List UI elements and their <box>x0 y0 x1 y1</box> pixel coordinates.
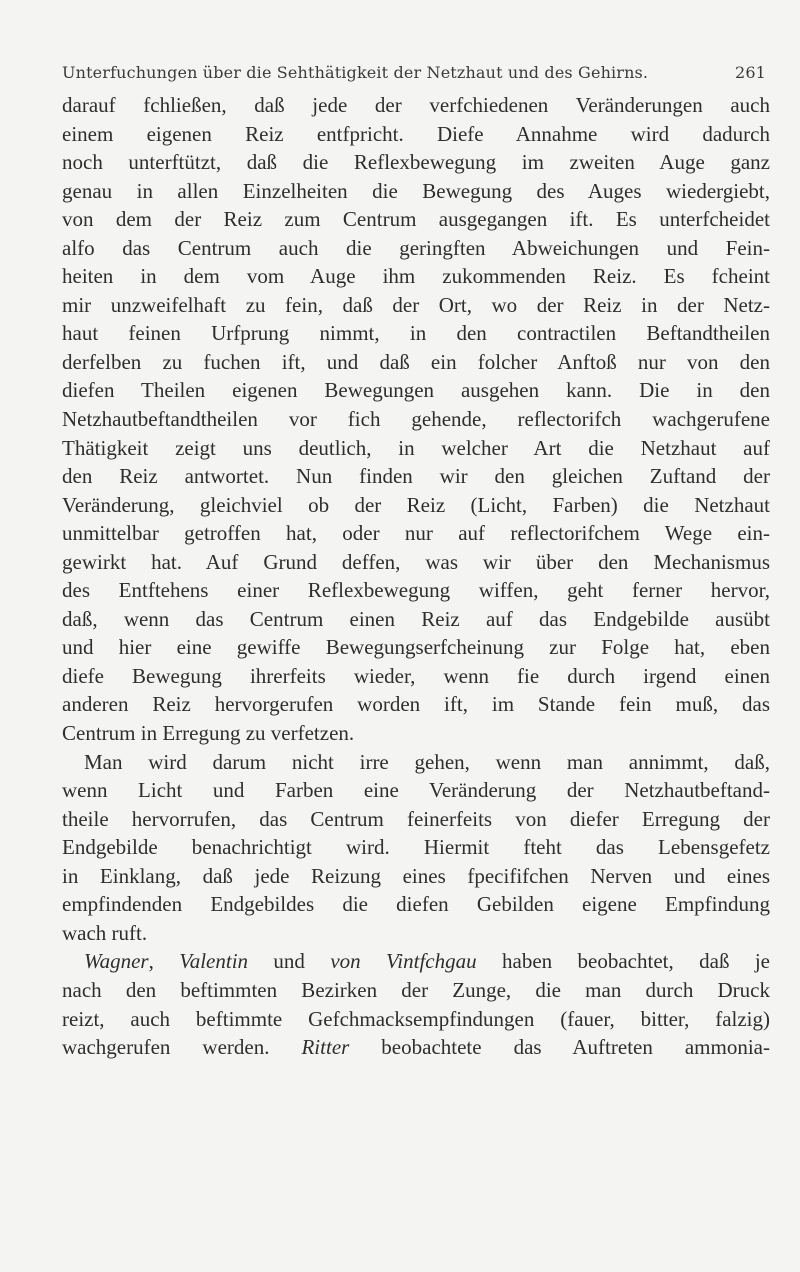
text-line: des Entftehens einer Reflexbewegung wiffen, geht ferner hervor, <box>62 578 770 603</box>
text-line: den Reiz antwortet. Nun finden wir den gleichen Zuftand der <box>62 464 770 489</box>
text-line: wenn Licht und Farben eine Veränderung der Netzhautbeftand- <box>62 778 770 803</box>
text-line: anderen Reiz hervorgerufen worden ift, im Stande fein muß, das <box>62 692 770 717</box>
text-fragment: beobachtete das Auftreten ammonia- <box>349 1035 770 1060</box>
running-head <box>62 63 766 82</box>
text-line: reizt, auch beftimmte Gefchmacksempfindungen (fauer, bitter, falzig) <box>62 1006 770 1031</box>
text-line: Veränderung, gleichviel ob der Reiz (Licht, Farben) die Netzhaut <box>62 492 770 517</box>
page-number: 261 <box>735 63 766 82</box>
text-line-with-names <box>62 947 770 976</box>
text-line: und hier eine gewiffe Bewegungserfcheinung zur Folge hat, eben <box>62 635 770 660</box>
author-name: von Vintfchgau <box>330 949 477 974</box>
text-line: noch unterftützt, daß die Reflexbewegung im zweiten Auge ganz <box>62 150 770 175</box>
text-line: theile hervorrufen, das Centrum feinerfeits von diefer Erregung der <box>62 806 770 831</box>
text-fragment: und <box>248 949 331 974</box>
text-line: gewirkt hat. Auf Grund deffen, was wir über den Mechanismus <box>62 549 770 574</box>
text-line: Thätigkeit zeigt uns deutlich, in welcher Art die Netzhaut auf <box>62 435 770 460</box>
author-name: Valentin <box>179 949 249 974</box>
text-line: Netzhautbeftandtheilen vor fich gehende, reflectorifch wachgerufene <box>62 407 770 432</box>
text-line: alfo das Centrum auch die geringften Abweichungen und Fein- <box>62 235 770 260</box>
text-line: derfelben zu fuchen ift, und daß ein folcher Anftoß nur von den <box>62 349 770 374</box>
text-line: genau in allen Einzelheiten die Bewegung des Auges wiedergiebt, <box>62 178 770 203</box>
text-line-with-names <box>62 1033 770 1062</box>
text-line: einem eigenen Reiz entfpricht. Diefe Annahme wird dadurch <box>62 121 770 146</box>
author-name: Wagner <box>84 949 149 974</box>
text-line: heiten in dem vom Auge ihm zukommenden Reiz. Es fcheint <box>62 264 770 289</box>
text-line: daß, wenn das Centrum einen Reiz auf das Endgebilde ausübt <box>62 606 770 631</box>
text-line: in Einklang, daß jede Reizung eines fpecififchen Nerven und eines <box>62 863 770 888</box>
text-line: wach ruft. <box>62 920 148 945</box>
text-line: nach den beftimmten Bezirken der Zunge, die man durch Druck <box>62 977 770 1002</box>
text-line: diefen Theilen eigenen Bewegungen ausgehen kann. Die in den <box>62 378 770 403</box>
text-line: diefe Bewegung ihrerfeits wieder, wenn fie durch irgend einen <box>62 663 770 688</box>
text-line: mir unzweifelhaft zu fein, daß der Ort, wo der Reiz in der Netz- <box>62 292 770 317</box>
text-line: Centrum in Erregung zu verfetzen. <box>62 721 355 746</box>
text-line: darauf fchließen, daß jede der verfchiedenen Veränderungen auch <box>62 93 770 117</box>
body-text <box>62 91 770 1062</box>
text-line: unmittelbar getroffen hat, oder nur auf reflectorifchem Wege ein- <box>62 521 770 546</box>
text-line: empfindenden Endgebildes die diefen Gebilden eigene Empfindung <box>62 892 770 917</box>
text-line: Endgebilde benachrichtigt wird. Hiermit fteht das Lebensgefetz <box>62 835 770 860</box>
text-line: haut feinen Urfprung nimmt, in den contractilen Beftandtheilen <box>62 321 770 346</box>
running-title: Unterfuchungen über die Sehthätigkeit der Netzhaut und des Gehirns. <box>62 63 649 82</box>
text-line: Man wird darum nicht irre gehen, wenn man annimmt, daß, <box>84 749 770 774</box>
text-fragment: wachgerufen werden. <box>62 1035 302 1060</box>
text-fragment: haben beobachtet, daß je <box>476 949 770 974</box>
text-fragment: , <box>148 949 180 974</box>
author-name: Ritter <box>301 1035 350 1060</box>
text-line: von dem der Reiz zum Centrum ausgegangen ift. Es unterfcheidet <box>62 207 770 232</box>
